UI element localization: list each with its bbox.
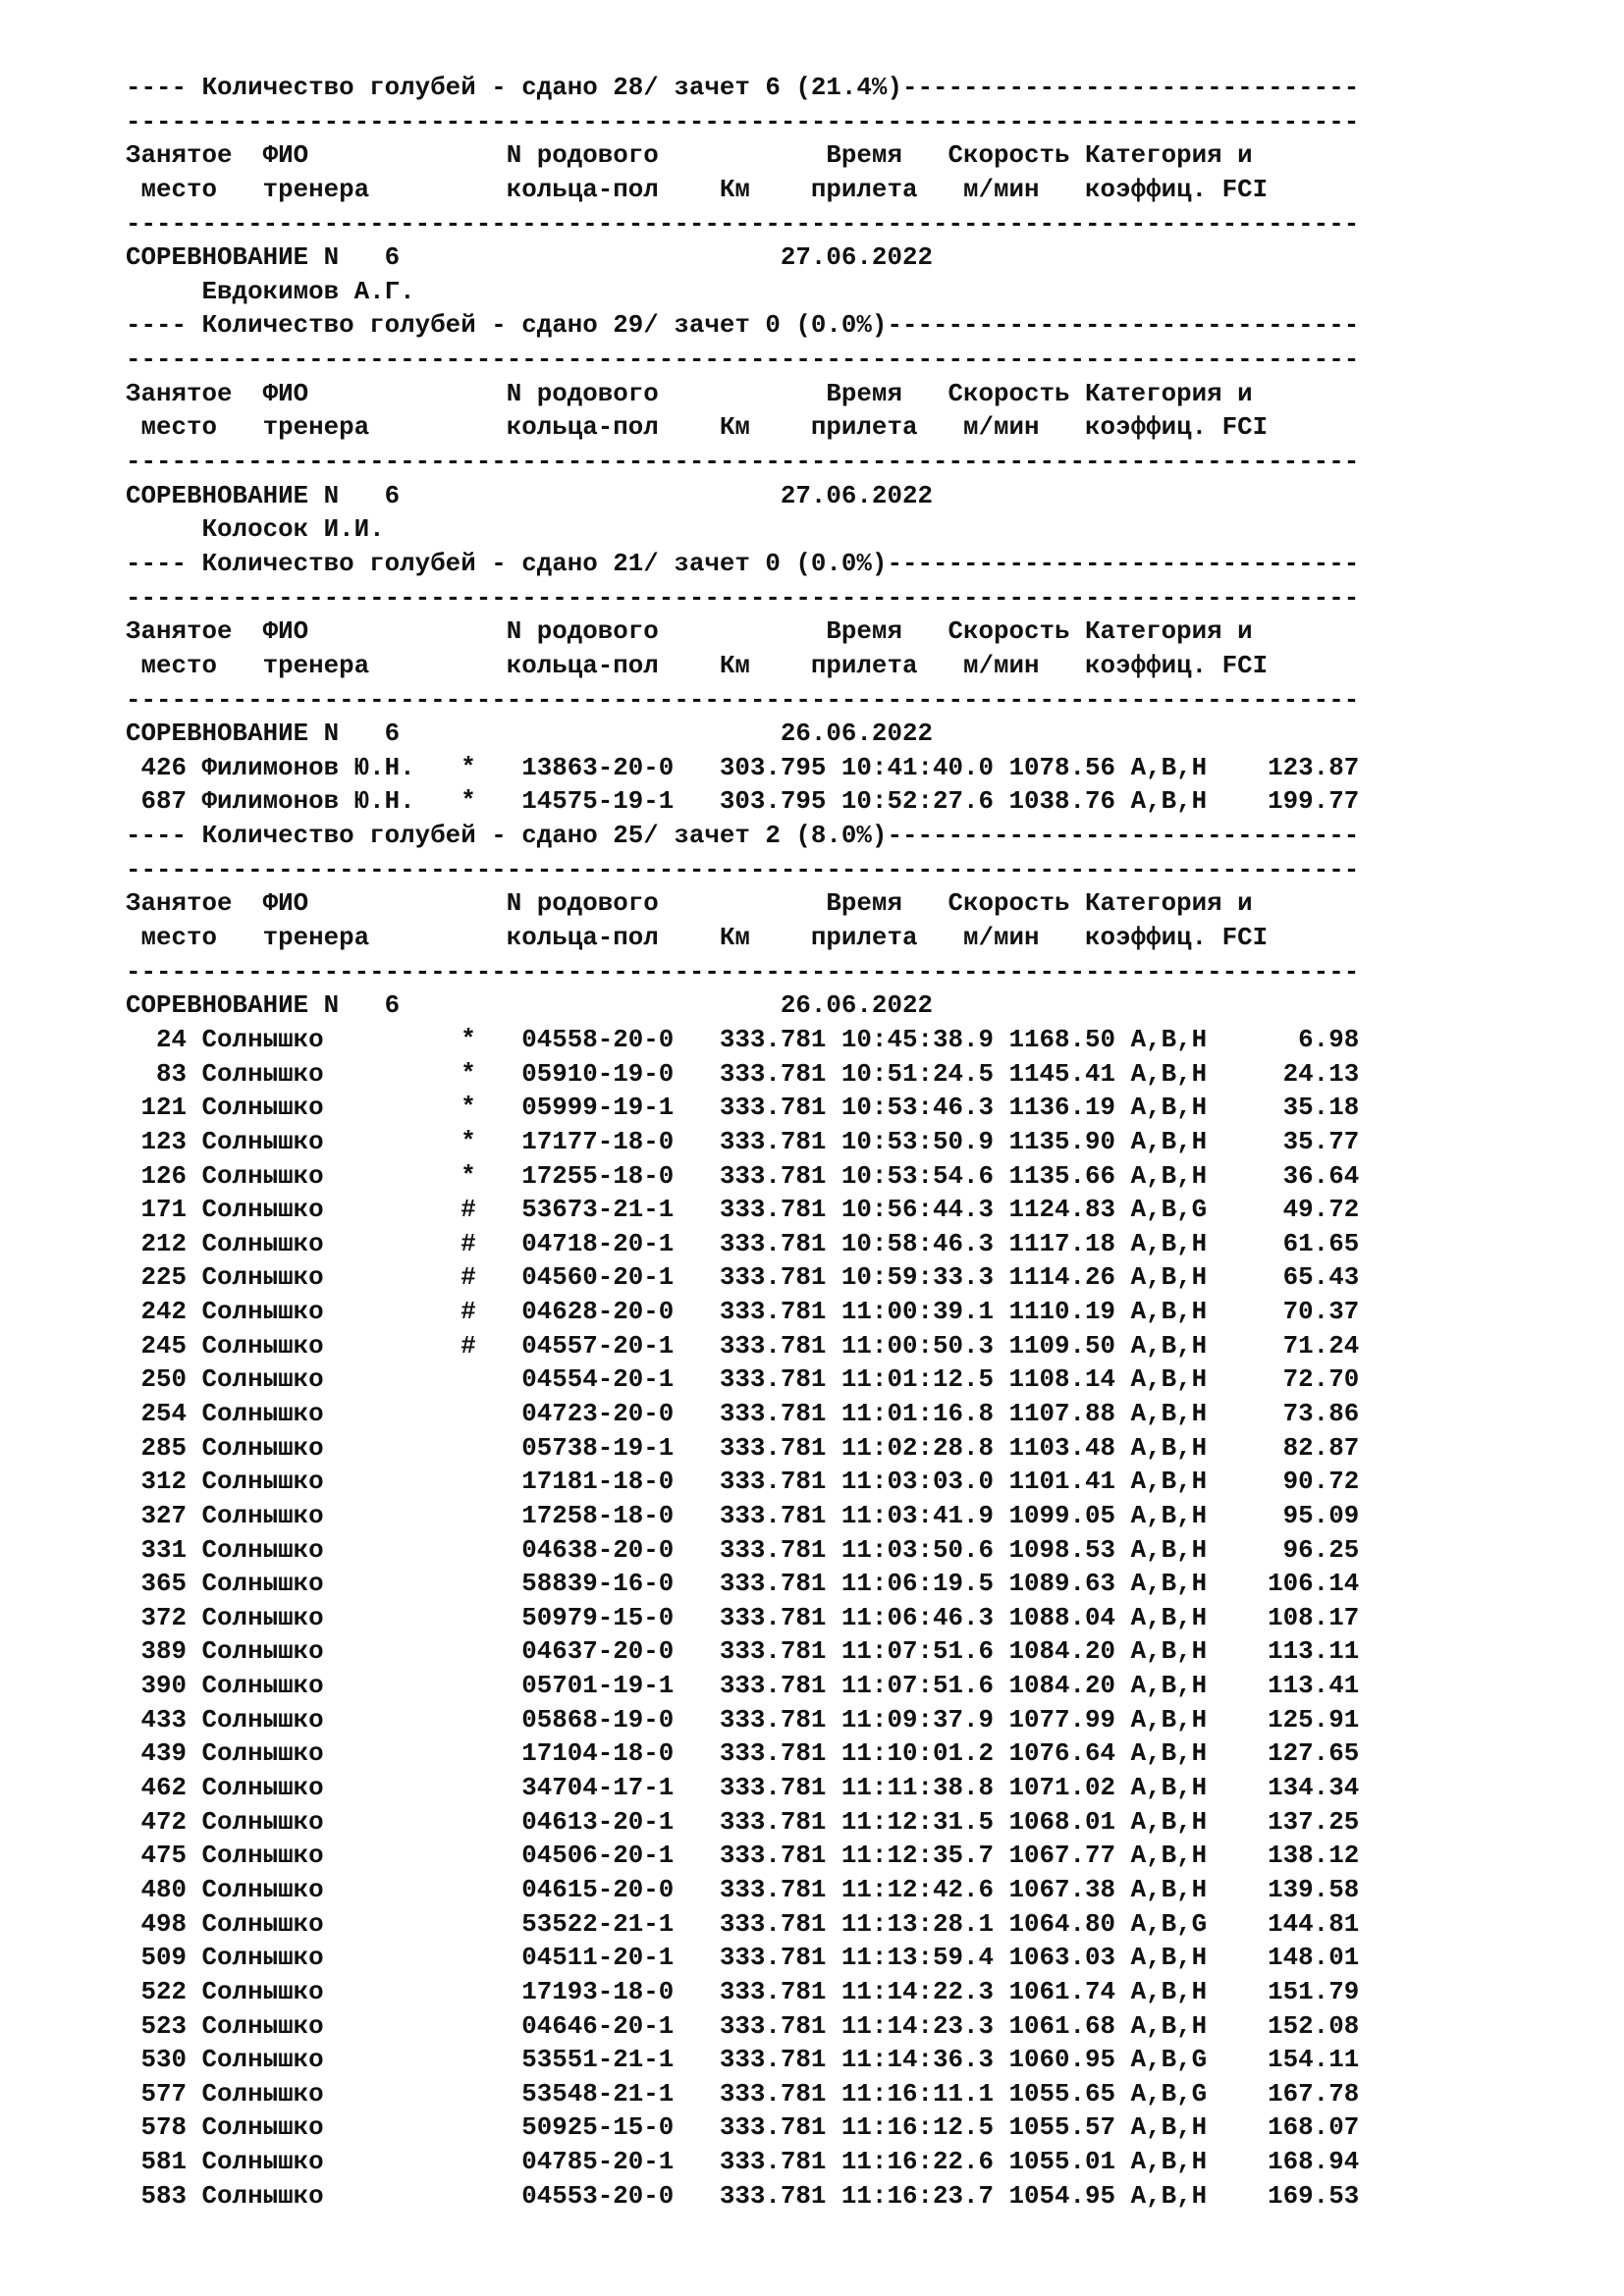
separator-line: ---------------------------------------------------------------------------------: [126, 447, 1360, 477]
result-row: 498 Солнышко 53522-21-1 333.781 11:13:28.1 1064.80 A,B,G 144.81: [126, 1908, 1360, 1939]
result-row: 365 Солнышко 58839-16-0 333.781 11:06:19.5 1089.63 A,B,H 106.14: [126, 1569, 1360, 1599]
result-row: 433 Солнышко 05868-19-0 333.781 11:09:37.9 1077.99 A,B,H 125.91: [126, 1704, 1360, 1735]
competition-header: СОРЕВНОВАНИЕ N 6 27.06.2022: [126, 480, 933, 510]
result-row: 250 Солнышко 04554-20-1 333.781 11:01:12.5 1108.14 A,B,H 72.70: [126, 1364, 1360, 1395]
result-row: 462 Солнышко 34704-17-1 333.781 11:11:38.8 1071.02 A,B,H 134.34: [126, 1773, 1360, 1803]
result-row: 123 Солнышко * 17177-18-0 333.781 10:53:50.9 1135.90 A,B,H 35.77: [126, 1126, 1360, 1156]
result-row: 472 Солнышко 04613-20-1 333.781 11:12:31.5 1068.01 A,B,H 137.25: [126, 1806, 1360, 1837]
result-row: 530 Солнышко 53551-21-1 333.781 11:14:36.3 1060.95 A,B,G 154.11: [126, 2045, 1360, 2075]
result-row: 439 Солнышко 17104-18-0 333.781 11:10:01.2 1076.64 A,B,H 127.65: [126, 1738, 1360, 1769]
fancier-name: Евдокимов А.Г.: [126, 276, 415, 306]
summary-line: ---- Количество голубей - сдано 25/ зачет 2 (8.0%)-------------------------------: [126, 821, 1360, 851]
column-header: Занятое ФИО N родового Время Скорость Категория и: [126, 888, 1253, 919]
summary-line: ---- Количество голубей - сдано 21/ зачет 0 (0.0%)-------------------------------: [126, 548, 1360, 578]
separator-line: ---------------------------------------------------------------------------------: [126, 106, 1360, 136]
result-row: 583 Солнышко 04553-20-0 333.781 11:16:23.7 1054.95 A,B,H 169.53: [126, 2180, 1360, 2211]
result-row: 523 Солнышко 04646-20-1 333.781 11:14:23.3 1061.68 A,B,H 152.08: [126, 2010, 1360, 2041]
competition-header: СОРЕВНОВАНИЕ N 6 27.06.2022: [126, 242, 933, 273]
result-row: 327 Солнышко 17258-18-0 333.781 11:03:41.9 1099.05 A,B,H 95.09: [126, 1500, 1360, 1530]
result-row: 242 Солнышко # 04628-20-0 333.781 11:00:39.1 1110.19 A,B,H 70.37: [126, 1297, 1360, 1327]
result-row: 24 Солнышко * 04558-20-0 333.781 10:45:38.9 1168.50 A,B,H 6.98: [126, 1024, 1360, 1054]
result-row: 245 Солнышко # 04557-20-1 333.781 11:00:50.3 1109.50 A,B,H 71.24: [126, 1330, 1360, 1361]
separator-line: ---------------------------------------------------------------------------------: [126, 582, 1360, 613]
result-row: 480 Солнышко 04615-20-0 333.781 11:12:42.6 1067.38 A,B,H 139.58: [126, 1874, 1360, 1904]
result-row: 83 Солнышко * 05910-19-0 333.781 10:51:24.5 1145.41 A,B,H 24.13: [126, 1058, 1360, 1089]
result-row: 285 Солнышко 05738-19-1 333.781 11:02:28.8 1103.48 A,B,H 82.87: [126, 1432, 1360, 1463]
column-header: Занятое ФИО N родового Время Скорость Категория и: [126, 378, 1253, 408]
result-row: 225 Солнышко # 04560-20-1 333.781 10:59:33.3 1114.26 A,B,H 65.43: [126, 1262, 1360, 1293]
separator-line: ---------------------------------------------------------------------------------: [126, 684, 1360, 715]
separator-line: ---------------------------------------------------------------------------------: [126, 854, 1360, 884]
competition-header: СОРЕВНОВАНИЕ N 6 26.06.2022: [126, 719, 933, 749]
result-row: 121 Солнышко * 05999-19-1 333.781 10:53:46.3 1136.19 A,B,H 35.18: [126, 1093, 1360, 1123]
result-row: 389 Солнышко 04637-20-0 333.781 11:07:51.6 1084.20 A,B,H 113.11: [126, 1636, 1360, 1667]
summary-line: ---- Количество голубей - сдано 28/ зачет 6 (21.4%)------------------------------: [126, 73, 1360, 102]
fancier-name: Колосок И.И.: [126, 514, 385, 545]
result-row: 390 Солнышко 05701-19-1 333.781 11:07:51.6 1084.20 A,B,H 113.41: [126, 1671, 1360, 1701]
column-header: Занятое ФИО N родового Время Скорость Категория и: [126, 140, 1253, 171]
result-row: 171 Солнышко # 53673-21-1 333.781 10:56:44.3 1124.83 A,B,G 49.72: [126, 1195, 1360, 1225]
result-row: 126 Солнышко * 17255-18-0 333.781 10:53:54.6 1135.66 A,B,H 36.64: [126, 1160, 1360, 1191]
column-header: Занятое ФИО N родового Время Скорость Категория и: [126, 616, 1253, 647]
result-row: 687 Филимонов Ю.Н. * 14575-19-1 303.795 10:52:27.6 1038.76 A,B,H 199.77: [126, 786, 1360, 817]
result-row: 581 Солнышко 04785-20-1 333.781 11:16:22.6 1055.01 A,B,H 168.94: [126, 2147, 1360, 2177]
result-row: 372 Солнышко 50979-15-0 333.781 11:06:46.3 1088.04 A,B,H 108.17: [126, 1602, 1360, 1632]
result-row: 522 Солнышко 17193-18-0 333.781 11:14:22.3 1061.74 A,B,H 151.79: [126, 1976, 1360, 2006]
result-row: 254 Солнышко 04723-20-0 333.781 11:01:16.8 1107.88 A,B,H 73.86: [126, 1398, 1360, 1428]
competition-header: СОРЕВНОВАНИЕ N 6 26.06.2022: [126, 990, 933, 1021]
separator-line: ---------------------------------------------------------------------------------: [126, 956, 1360, 987]
result-row: 509 Солнышко 04511-20-1 333.781 11:13:59.4 1063.03 A,B,H 148.01: [126, 1943, 1360, 1973]
result-row: 426 Филимонов Ю.Н. * 13863-20-0 303.795 10:41:40.0 1078.56 A,B,H 123.87: [126, 752, 1360, 782]
column-header: место тренера кольца-пол Км прилета м/мин коэффиц. FCI: [126, 174, 1269, 204]
result-row: 212 Солнышко # 04718-20-1 333.781 10:58:46.3 1117.18 A,B,H 61.65: [126, 1228, 1360, 1258]
summary-line: ---- Количество голубей - сдано 29/ зачет 0 (0.0%)-------------------------------: [126, 310, 1360, 341]
result-row: 331 Солнышко 04638-20-0 333.781 11:03:50.6 1098.53 A,B,H 96.25: [126, 1534, 1360, 1565]
result-row: 312 Солнышко 17181-18-0 333.781 11:03:03.0 1101.41 A,B,H 90.72: [126, 1467, 1360, 1497]
separator-line: ---------------------------------------------------------------------------------: [126, 208, 1360, 239]
column-header: место тренера кольца-пол Км прилета м/мин коэффиц. FCI: [126, 412, 1269, 443]
column-header: место тренера кольца-пол Км прилета м/мин коэффиц. FCI: [126, 923, 1269, 953]
separator-line: ---------------------------------------------------------------------------------: [126, 345, 1360, 375]
results-report: [126, 71, 1359, 2213]
result-row: 577 Солнышко 53548-21-1 333.781 11:16:11.1 1055.65 A,B,G 167.78: [126, 2078, 1360, 2109]
result-row: 578 Солнышко 50925-15-0 333.781 11:16:12.5 1055.57 A,B,H 168.07: [126, 2112, 1360, 2143]
result-row: 475 Солнышко 04506-20-1 333.781 11:12:35.7 1067.77 A,B,H 138.12: [126, 1841, 1360, 1871]
column-header: место тренера кольца-пол Км прилета м/мин коэффиц. FCI: [126, 650, 1269, 680]
